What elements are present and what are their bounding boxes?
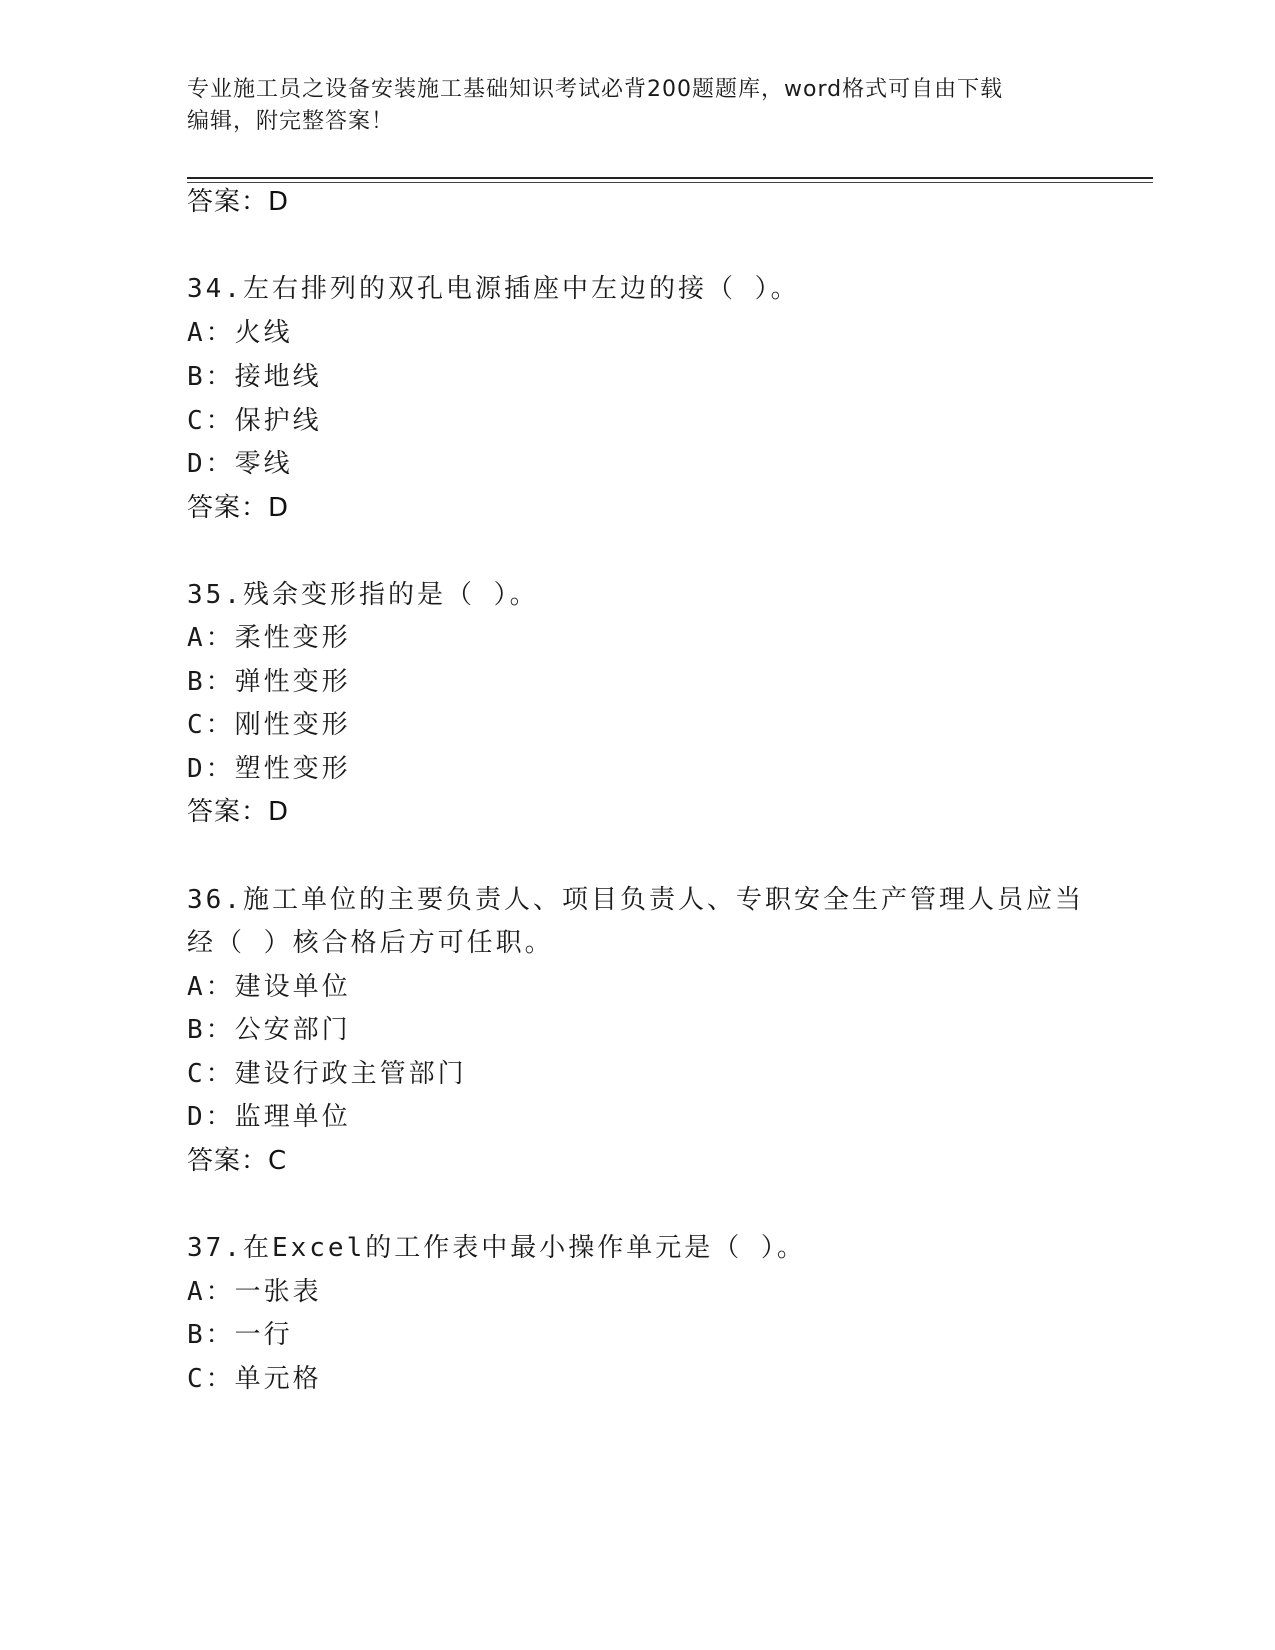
question-34-option-c: C：保护线: [187, 406, 322, 436]
question-36-stem-line-1: 36.施工单位的主要负责人、项目负责人、专职安全生产管理人员应当: [187, 885, 1084, 915]
answer-34: 答案：D: [187, 493, 290, 523]
header-line-2: 编辑，附完整答案！: [187, 109, 395, 134]
question-36-option-c: C：建设行政主管部门: [187, 1059, 467, 1089]
question-35-stem: 35.残余变形指的是（ ）。: [187, 580, 539, 610]
question-35-option-c: C：刚性变形: [187, 710, 351, 740]
header-divider-thin: [187, 182, 1153, 183]
question-35-option-b: B：弹性变形: [187, 667, 351, 697]
question-34-option-d: D：零线: [187, 449, 293, 479]
question-37-option-a: A：一张表: [187, 1277, 322, 1307]
question-36-option-a: A：建设单位: [187, 972, 351, 1002]
question-37-stem: 37.在Excel的工作表中最小操作单元是（ ）。: [187, 1233, 806, 1263]
answer-36: 答案：C: [187, 1146, 288, 1176]
question-34-option-a: A：火线: [187, 318, 293, 348]
answer-35: 答案：D: [187, 797, 290, 827]
question-37-option-b: B：一行: [187, 1320, 293, 1350]
document-header: [187, 74, 1067, 138]
header-line-1: 专业施工员之设备安装施工基础知识考试必背200题题库，word格式可自由下载: [187, 77, 1004, 102]
question-36-stem-line-2: 经（ ）核合格后方可任职。: [187, 928, 554, 958]
header-divider-thick: [187, 177, 1153, 179]
question-37-option-c: C：单元格: [187, 1364, 322, 1394]
question-35-option-d: D：塑性变形: [187, 754, 351, 784]
question-36-option-b: B：公安部门: [187, 1015, 351, 1045]
question-34-stem: 34.左右排列的双孔电源插座中左边的接（ ）。: [187, 274, 800, 304]
question-35-option-a: A：柔性变形: [187, 623, 351, 653]
answer-33: 答案：D: [187, 187, 290, 217]
question-36-option-d: D：监理单位: [187, 1102, 351, 1132]
question-34-option-b: B：接地线: [187, 362, 322, 392]
